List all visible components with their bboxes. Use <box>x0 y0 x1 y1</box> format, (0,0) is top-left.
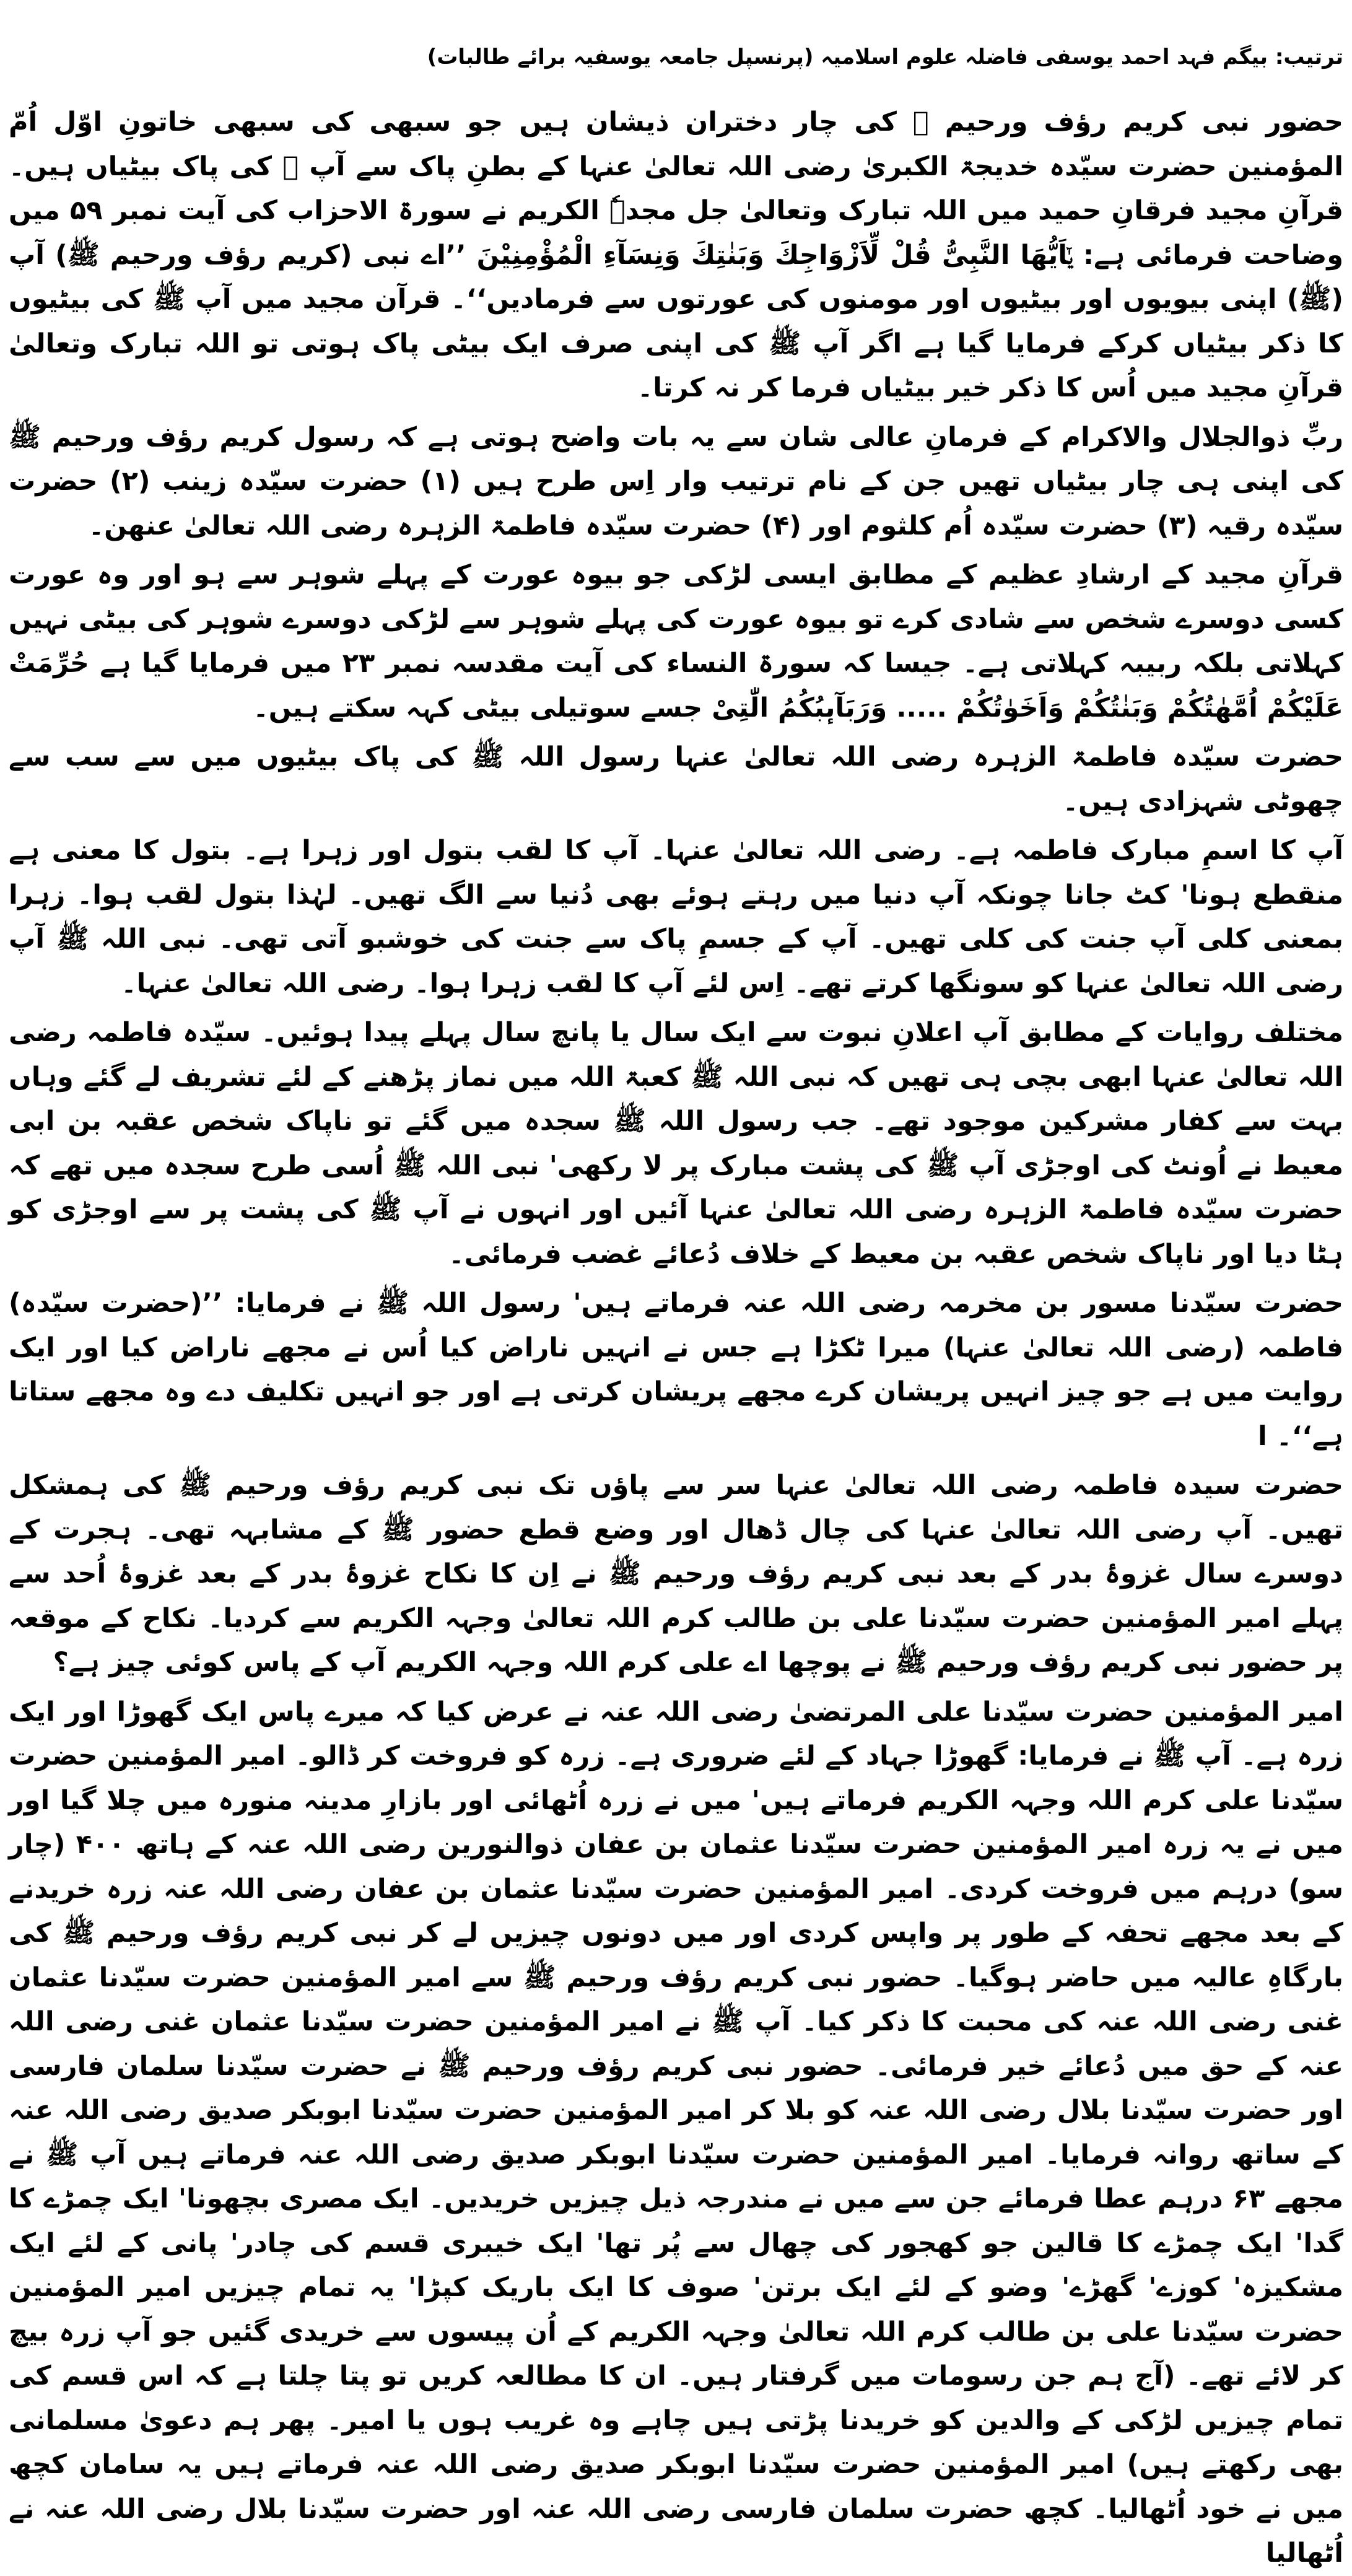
paragraph: قرآنِ مجید کے ارشادِ عظیم کے مطابق ایسی لڑکی جو بیوہ عورت کے پہلے شوہر سے ہو اور وہ عورت کسی دوسرے شخص سے شادی کرے تو بیوہ عورت کی پہلے شوہر سے لڑکی دوسرے شوہر کی بیٹی نہیں کہلاتی بلکہ ربیبہ کہلاتی ہے۔ جیسا کہ سورۃ النساء کی آیت مقدسہ نمبر ۲۳ میں فرمایا گیا ہے حُرِّمَتْ عَلَیْكُمْ اُمَّهٰتُكُمْ وَبَنٰتُكُمْ وَاَخَوٰتُكُمْ ..... وَرَبَآىٕبُكُمُ الّٰتِیْ جسے سوتیلی بیٹی کہہ سکتے ہیں۔ <box>9 559 1344 723</box>
paragraph: مختلف روایات کے مطابق آپ اعلانِ نبوت سے ایک سال یا پانچ سال پہلے پیدا ہوئیں۔ سیّدہ فاطمہ رضی اللہ تعالیٰ عنہا ابھی بچی ہی تھیں کہ نبی اللہ ﷺ کعبۃ اللہ میں نماز پڑھنے کے لئے تشریف لے گئے وہاں بہت سے کفار مشرکین موجود تھے۔ جب رسول اللہ ﷺ سجدہ میں گئے تو ناپاک شخص عقبہ بن ابی معیط نے اُونٹ کی اوجڑی آپ ﷺ کی پشت مبارک پر لا رکھی' نبی اللہ ﷺ اُسی طرح سجدہ میں تھے کہ حضرت سیّدہ فاطمۃ الزہرہ رضی اللہ تعالیٰ عنہا آئیں اور انہوں نے آپ ﷺ کی پشت پر سے اوجڑی کو ہٹا دیا اور ناپاک شخص عقبہ بن معیط کے خلاف دُعائے غضب فرمائی۔ <box>9 1017 1343 1270</box>
paragraph: امیر المؤمنین حضرت سیّدنا علی المرتضیٰ رضی اللہ عنہ نے عرض کیا کہ میرے پاس ایک گھوڑا اور ایک زرہ ہے۔ آپ ﷺ نے فرمایا: گھوڑا جہاد کے لئے ضروری ہے۔ زرہ کو فروخت کر ڈالو۔ امیر المؤمنین حضرت سیّدنا علی کرم اللہ وجہہ الکریم فرماتے ہیں' میں نے زرہ اُٹھائی اور بازارِ مدینہ منورہ میں چلا گیا اور میں نے یہ زرہ امیر المؤمنین حضرت سیّدنا عثمان بن عفان ذوالنورین رضی اللہ عنہ کے ہاتھ ۴۰۰ (چار سو) درہم میں فروخت کردی۔ امیر المؤمنین حضرت سیّدنا عثمان بن عفان رضی اللہ عنہ زرہ خریدنے کے بعد مجھے تحفہ کے طور پر واپس کردی اور میں دونوں چیزیں لے کر نبی کریم رؤف ورحیم ﷺ کی بارگاہِ عالیہ میں حاضر ہوگیا۔ حضور نبی کریم رؤف ورحیم ﷺ سے امیر المؤمنین حضرت سیّدنا عثمان غنی رضی اللہ عنہ کی محبت کا ذکر کیا۔ آپ ﷺ نے امیر المؤمنین حضرت سیّدنا عثمان غنی رضی اللہ عنہ کے حق میں دُعائے خیر فرمائی۔ حضور نبی کریم رؤف ورحیم ﷺ نے حضرت سیّدنا سلمان فارسی اور حضرت سیّدنا بلال رضی اللہ عنہ کو بلا کر امیر المؤمنین حضرت سیّدنا ابوبکر صدیق رضی اللہ عنہ کے ساتھ روانہ فرمایا۔ امیر المؤمنین حضرت سیّدنا ابوبکر صدیق رضی اللہ عنہ فرماتے ہیں آپ ﷺ نے مجھے ۶۳ درہم عطا فرمائے جن سے میں نے مندرجہ ذیل چیزیں خریدیں۔ ایک مصری بچھونا' ایک چمڑے کا گدا' ایک چمڑے کا قالین جو کھجور کی چھال سے پُر تھا' ایک خیبری قسم کی چادر' پانی کے لئے ایک مشکیزہ' کوزے' گھڑے' وضو کے لئے ایک برتن' صوف کا ایک باریک کپڑا' یہ تمام چیزیں امیر المؤمنین حضرت سیّدنا علی بن طالب کرم اللہ تعالیٰ وجہہ الکریم کے اُن پیسوں سے خریدی گئیں جو آپ زرہ بیچ کر لائے تھے۔ (آج ہم جن رسومات میں گرفتار ہیں۔ ان کا مطالعہ کریں تو پتا چلتا ہے کہ اس قسم کی تمام چیزیں لڑکی کے والدین کو خریدنا پڑتی ہیں چاہے وہ غریب ہوں یا امیر۔ پھر ہم دعویٰ مسلمانی بھی رکھتے ہیں) امیر المؤمنین حضرت سیّدنا ابوبکر صدیق رضی اللہ عنہ فرماتے ہیں یہ سامان کچھ میں نے خود اُٹھالیا۔ کچھ حضرت سلمان فارسی رضی اللہ عنہ اور حضرت سیّدنا بلال رضی اللہ عنہ نے اُٹھالیا <box>9 1696 1343 2569</box>
author-byline: ترتیب: بیگم فہد احمد یوسفی فاضلہ علوم اسلامیہ (پرنسپل جامعہ یوسفیہ برائے طالبات) <box>427 45 1343 69</box>
paragraph: حضرت سیّدہ فاطمۃ الزہرہ رضی اللہ تعالیٰ عنہا رسول اللہ ﷺ کی پاک بیٹیوں میں سے سب سے چھوٹی شہزادی ہیں۔ <box>9 741 1343 817</box>
paragraph: ربِّ ذوالجلال والاکرام کے فرمانِ عالی شان سے یہ بات واضح ہوتی ہے کہ رسول کریم رؤف ورحیم ﷺ کی اپنی ہی چار بیٹیاں تھیں جن کے نام ترتیب وار اِس طرح ہیں (۱) حضرت سیّدہ زینب (۲) حضرت سیّدہ رقیہ (۳) حضرت سیّدہ اُم کلثوم اور (۴) حضرت سیّدہ فاطمۃ الزہرہ رضی اللہ تعالیٰ عنھن۔ <box>9 421 1343 541</box>
paragraph: آپ کا اسمِ مبارک فاطمہ ہے۔ رضی اللہ تعالیٰ عنہا۔ آپ کا لقب بتول اور زہرا ہے۔ بتول کا معنی ہے منقطع ہونا' کٹ جانا چونکہ آپ دنیا میں رہتے ہوئے بھی دُنیا سے الگ تھیں۔ لہٰذا بتول لقب ہوا۔ زہرا بمعنی کلی آپ جنت کی کلی تھیں۔ آپ کے جسمِ پاک سے جنت کی خوشبو آتی تھی۔ نبی اللہ ﷺ آپ رضی اللہ تعالیٰ عنہا کو سونگھا کرتے تھے۔ اِس لئے آپ کا لقب زہرا ہوا۔ رضی اللہ تعالیٰ عنہا۔ <box>9 835 1343 999</box>
paragraph: حضور نبی کریم رؤف ورحیم ﷺ کی چار دختران ذیشان ہیں جو سبھی کی سبھی خاتونِ اوّل اُمّ المؤمنین حضرت سیّدہ خدیجۃ الکبریٰ رضی اللہ تعالیٰ عنہا کے بطنِ پاک سے آپ ﷺ کی پاک بیٹیاں ہیں۔ قرآنِ مجید فرقانِ حمید میں اللہ تبارک وتعالیٰ جل مجدہٗ الکریم نے سورۃ الاحزاب کی آیت نمبر ۵۹ میں وضاحت فرمائی ہے: یٰۤاَیُّهَا النَّبِیُّ قُلْ لِّاَزْوَاجِكَ وَبَنٰتِكَ وَنِسَآءِ الْمُؤْمِنِیْنَ ’’اے نبی (کریم رؤف ورحیم ﷺ) آپ (ﷺ) اپنی بیویوں اور بیٹیوں اور مومنوں کی عورتوں سے فرمادیں‘‘۔ قرآن مجید میں آپ ﷺ کی بیٹیوں کا ذکر بیٹیاں کرکے فرمایا گیا ہے اگر آپ ﷺ کی اپنی صرف ایک بیٹی پاک ہوتی تو اللہ تبارک وتعالیٰ قرآنِ مجید میں اُس کا ذکر خیر بیٹیاں فرما کر نہ کرتا۔ <box>9 107 1344 403</box>
paragraph: حضرت سیدہ فاطمہ رضی اللہ تعالیٰ عنہا سر سے پاؤں تک نبی کریم رؤف ورحیم ﷺ کی ہمشکل تھیں۔ آپ رضی اللہ تعالیٰ عنہا کی چال ڈھال اور وضع قطع حضور ﷺ کے مشابہہ تھی۔ ہجرت کے دوسرے سال غزوۂ بدر کے بعد نبی کریم رؤف ورحیم ﷺ نے اِن کا نکاح غزوۂ بدر کے بعد غزوۂ اُحد سے پہلے امیر المؤمنین حضرت سیّدنا علی بن طالب کرم اللہ تعالیٰ وجہہ الکریم سے کردیا۔ نکاح کے موقعہ پر حضور نبی کریم رؤف ورحیم ﷺ نے پوچھا اے علی کرم اللہ وجہہ الکریم آپ کے پاس کوئی چیز ہے؟ <box>9 1470 1343 1678</box>
paragraph: حضرت سیّدنا مسور بن مخرمہ رضی اللہ عنہ فرماتے ہیں' رسول اللہ ﷺ نے فرمایا: ’’(حضرت سیّدہ) فاطمہ (رضی اللہ تعالیٰ عنہا) میرا ٹکڑا ہے جس نے انہیں ناراض کیا اُس نے مجھے ناراض کیا اور ایک روایت میں ہے جو چیز انہیں پریشان کرے مجھے پریشان کرتی ہے اور جو انہیں تکلیف دے وہ مجھے ستاتا ہے‘‘۔ ا <box>9 1288 1343 1452</box>
